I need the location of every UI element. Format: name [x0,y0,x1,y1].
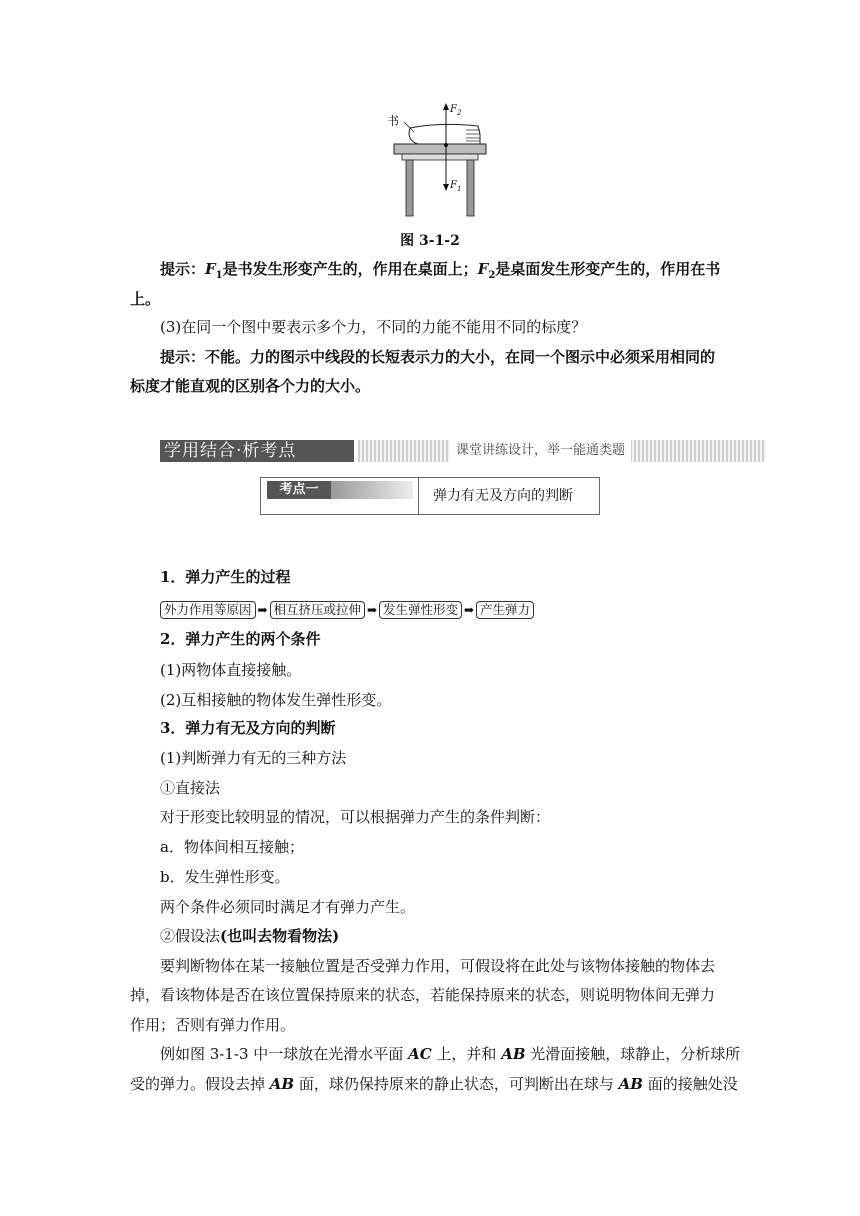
topic-box [260,477,600,515]
paragraph-1-line-2: 掉，看该物体是否在该位置保持原来的状态，若能保持原来的状态，则说明物体间无弹力 [130,986,716,1004]
flow-step-3: 发生弹性形变 [379,601,462,619]
hint-1: 提示：$F_1$是书发生形变产生的，作用在桌面上；$F_2$是桌面发生形变产生的，作用在书 [160,260,721,281]
banner-title: 学用结合·析考点 [160,440,354,462]
flow-step-4: 产生弹力 [476,601,534,619]
paragraph-2-line-2: 受的弹力。假设去掉 AB 面，球仍保持原来的静止状态，可判断出在球与 AB 面的接触处没 [130,1075,738,1093]
topic-title: 弹力有无及方向的判断 [433,488,573,504]
f1-label: $F_1$ [450,180,462,193]
method-1-title: ①直接法 [160,779,221,797]
paragraph-1-line-3: 作用；否则有弹力作用。 [130,1016,296,1034]
paragraph-2-line-1: 例如图 3-1-3 中一球放在光滑水平面 AC 上，并和 AB 光滑面接触，球静止，分析球所 [160,1045,741,1063]
banner-subtitle: 课堂讲练设计，举一能通类题 [450,440,631,462]
flow-step-2: 相互挤压或拉伸 [270,601,366,619]
topic-tag: 考点一 [267,481,331,499]
method-1-b: b．发生弹性形变。 [160,868,290,886]
hint-2-line-2: 标度才能直观的区别各个力的大小。 [130,377,371,395]
arrow-right-icon: ➡ [257,603,268,617]
method-1-a: a．物体间相互接触； [160,838,304,856]
section-3-heading: 3．弹力有无及方向的判断 [160,719,336,737]
method-1-desc: 对于形变比较明显的情况，可以根据弹力产生的条件判断： [160,808,551,826]
method-1-c: 两个条件必须同时满足才有弹力产生。 [160,898,416,916]
section-3-sub-1: (1)判断弹力有无的三种方法 [160,749,347,767]
method-2-title: ②假设法(也叫去物看物法) [160,927,340,945]
topic-tag-strip [331,481,413,499]
question-3: (3)在同一个图中要表示多个力，不同的力能不能用不同的标度？ [160,318,587,336]
flow-step-1: 外力作用等原因 [160,601,256,619]
condition-2: (2)互相接触的物体发生弹性形变。 [160,691,392,709]
section-1-heading: 1．弹力产生的过程 [160,568,291,586]
book-shape [404,122,480,144]
contact-point [444,143,448,147]
arrow-right-icon: ➡ [367,603,378,617]
f2-label: $F_2$ [450,104,462,117]
figure-caption: 图 3-1-2 [400,233,460,249]
arrow-right-icon: ➡ [464,603,475,617]
section-banner [160,437,766,465]
table-shape [394,144,486,216]
topic-tag-cell [261,478,419,514]
hint-1-cont: 上。 [130,290,161,308]
condition-1: (1)两物体直接接触。 [160,661,302,679]
hint-2-line-1: 提示：不能。力的图示中线段的长短表示力的大小，在同一个图示中必须采用相同的 [160,348,716,366]
process-flow [160,600,534,620]
section-2-heading: 2．弹力产生的两个条件 [160,630,321,648]
paragraph-1-line-1: 要判断物体在某一接触位置是否受弹力作用，可假设将在此处与该物体接触的物体去 [160,957,716,975]
book-label: 书 [387,114,400,128]
